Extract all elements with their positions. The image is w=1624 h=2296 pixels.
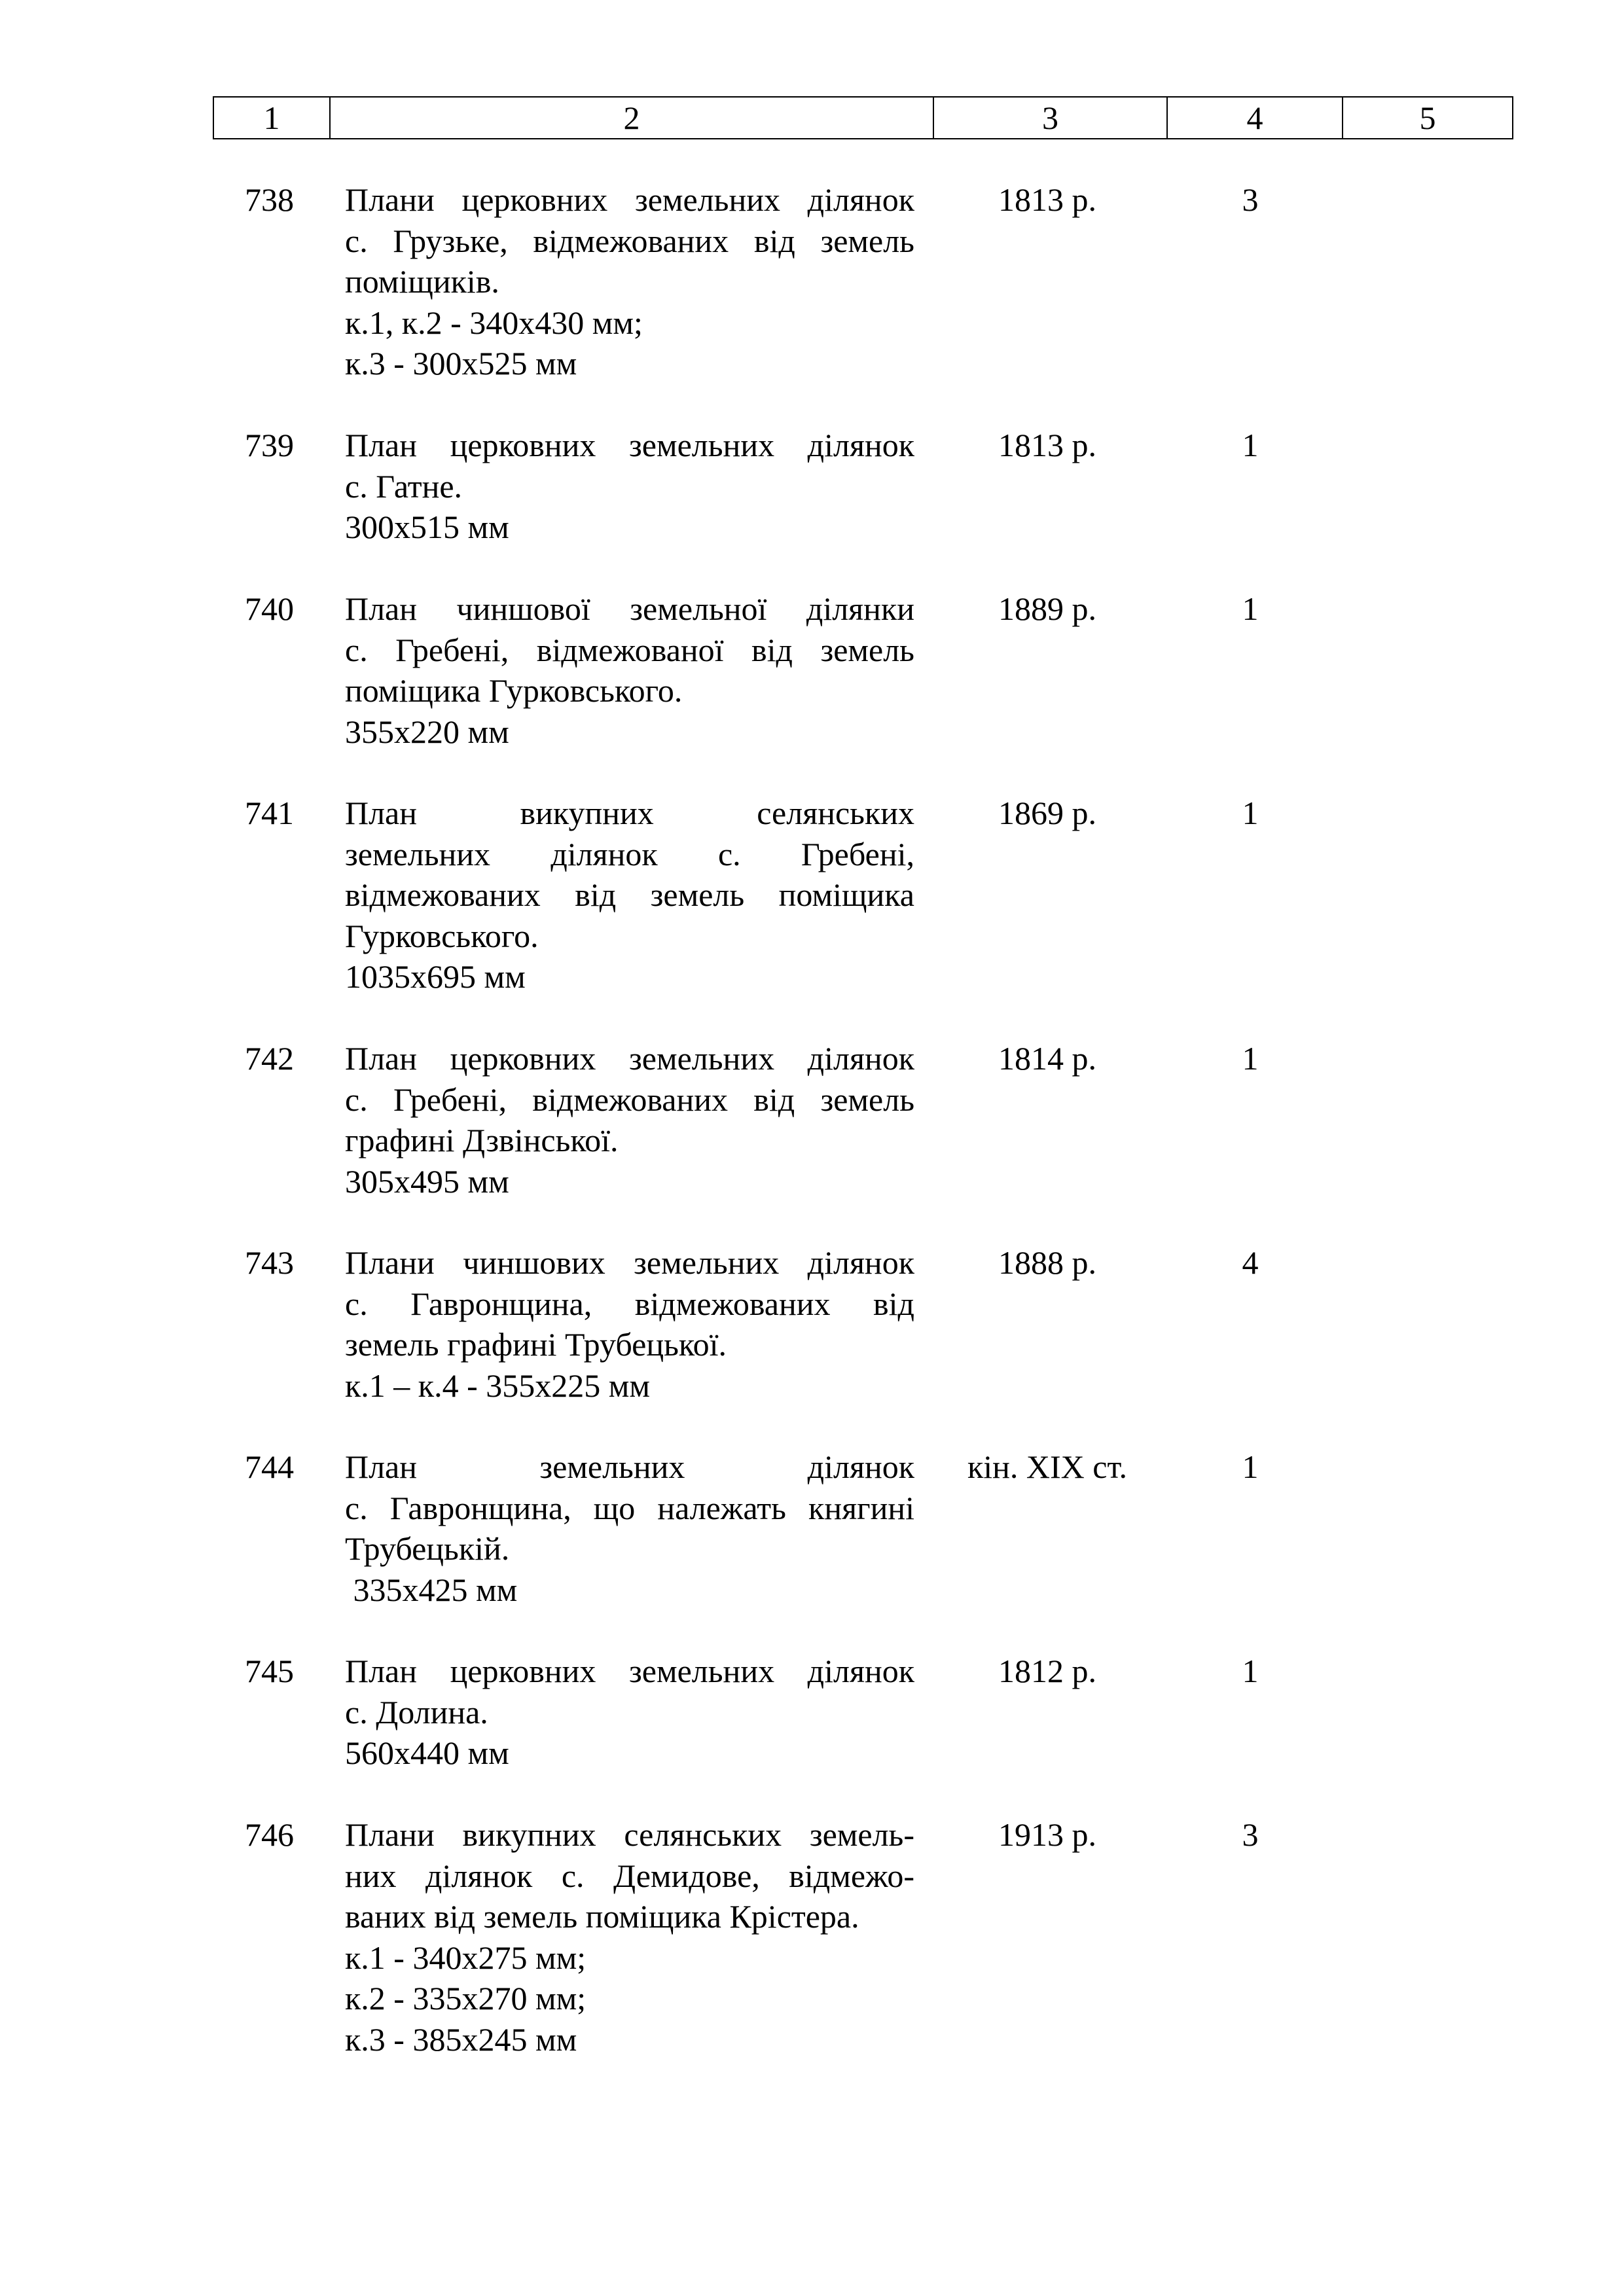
entry-count: 1 (1242, 1653, 1259, 1689)
entry-description-line: 300х515 мм (345, 509, 509, 545)
entry-description-line: них ділянок с. Демидове, відмежо- (345, 1857, 914, 1894)
entry-date: 1814 р. (998, 1040, 1096, 1077)
entry-description (345, 1651, 914, 1774)
entry-date: 1888 р. (998, 1244, 1096, 1281)
entry-date: 1869 р. (998, 795, 1096, 831)
entry-description-line: План церковних земельних ділянок (345, 1040, 914, 1077)
entry-description-line: с. Гребені, відмежованої від земель (345, 631, 914, 668)
entry-description-line: План церковних земельних ділянок (345, 427, 914, 463)
entry-count: 3 (1242, 1816, 1259, 1853)
entry-description (345, 1242, 914, 1406)
entry-description-line: 335х425 мм (345, 1571, 518, 1608)
column-header-2: 2 (330, 97, 933, 139)
entry-description-line: с. Гребені, відмежованих від земель (345, 1081, 914, 1118)
entry-date: 1813 р. (998, 427, 1096, 463)
entry-description-line: с. Гавронщина, що належать княгині (345, 1489, 914, 1526)
entry-count: 1 (1242, 590, 1259, 627)
entry-description (345, 1814, 914, 2060)
entry-description-line: 355х220 мм (345, 713, 509, 750)
entry-date: 1813 р. (998, 181, 1096, 218)
entry-count: 1 (1242, 427, 1259, 463)
entry-description-line: Плани чиншових земельних ділянок (345, 1244, 914, 1281)
entry-date: 1812 р. (998, 1653, 1096, 1689)
entry-description-line: земельних ділянок с. Гребені, (345, 835, 914, 872)
entry-description-line: к.1 – к.4 - 355х225 мм (345, 1367, 651, 1404)
column-header-4: 4 (1167, 97, 1343, 139)
entry-date: 1889 р. (998, 590, 1096, 627)
entry-number: 742 (245, 1040, 294, 1077)
entry-count: 3 (1242, 181, 1259, 218)
entry-description-line: 305х495 мм (345, 1162, 509, 1200)
entry-description-line: с. Гавронщина, відмежованих від (345, 1285, 914, 1322)
entry-description-line: к.1 - 340х275 мм; (345, 1939, 586, 1976)
entry-description-line: Трубецькій. (345, 1530, 510, 1567)
entry-description-line: к.1, к.2 - 340х430 мм; (345, 304, 643, 341)
entry-description-line: с. Грузьке, відмежованих від земель (345, 222, 914, 259)
entry-description-line: земель графині Трубецької. (345, 1326, 727, 1363)
entry-description-line: План земельних ділянок (345, 1448, 914, 1485)
entry-description (345, 793, 914, 997)
entry-number: 745 (245, 1653, 294, 1689)
entry-number: 738 (245, 181, 294, 218)
entry-description (345, 179, 914, 384)
entry-description-line: Плани викупних селянських земель- (345, 1816, 914, 1853)
entry-description (345, 1038, 914, 1202)
entry-number: 740 (245, 590, 294, 627)
entry-number: 743 (245, 1244, 294, 1281)
entry-date: 1913 р. (998, 1816, 1096, 1853)
column-header-row (213, 97, 1513, 139)
entry-count: 1 (1242, 1448, 1259, 1485)
entry-description-line: поміщика Гурковського. (345, 672, 683, 709)
column-header-3: 3 (933, 97, 1167, 139)
entry-date: кін. ХІХ ст. (967, 1448, 1128, 1485)
entry-description-line: с. Долина. (345, 1693, 488, 1731)
entry-count: 1 (1242, 795, 1259, 831)
entry-description-line: с. Гатне. (345, 467, 463, 505)
column-header-5: 5 (1343, 97, 1513, 139)
entry-description (345, 588, 914, 752)
entry-description-line: План церковних земельних ділянок (345, 1653, 914, 1689)
entry-description-line: 1035х695 мм (345, 958, 526, 995)
entry-description-line: ваних від земель поміщика Крістера. (345, 1898, 859, 1935)
entry-description-line: План викупних селянських (345, 795, 914, 831)
entry-count: 4 (1242, 1244, 1259, 1281)
entry-description-line: Гурковського. (345, 917, 539, 954)
entry-number: 739 (245, 427, 294, 463)
entry-description-line: к.3 - 385х245 мм (345, 2020, 577, 2058)
entry-description-line: Плани церковних земельних ділянок (345, 181, 914, 218)
entry-description-line: поміщиків. (345, 263, 499, 300)
column-header-1: 1 (213, 97, 330, 139)
entry-description-line: к.2 - 335х270 мм; (345, 1980, 586, 2017)
entry-description (345, 425, 914, 548)
entry-description-line: к.3 - 300х525 мм (345, 345, 577, 382)
entry-number: 741 (245, 795, 294, 831)
entry-count: 1 (1242, 1040, 1259, 1077)
entry-description (345, 1446, 914, 1610)
entry-description-line: відмежованих від земель поміщика (345, 876, 914, 913)
entry-description-line: План чиншової земельної ділянки (345, 590, 914, 627)
entry-number: 746 (245, 1816, 294, 1853)
entry-description-line: 560х440 мм (345, 1734, 509, 1771)
column-header-table (213, 96, 1513, 139)
entry-description-line: графині Дзвінської. (345, 1122, 619, 1158)
entry-number: 744 (245, 1448, 294, 1485)
